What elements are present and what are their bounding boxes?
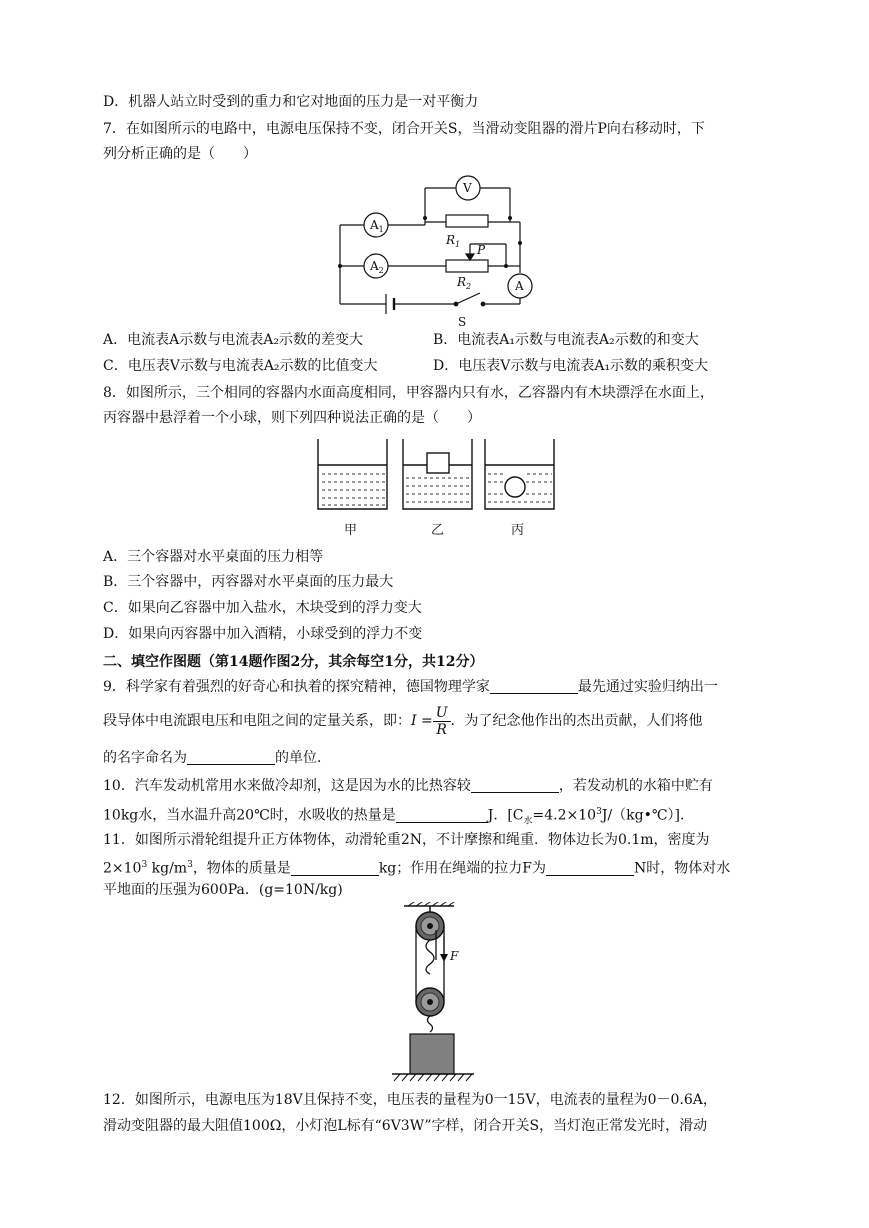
fig-switch-s-label: S xyxy=(458,315,467,329)
containers-diagram xyxy=(315,436,555,541)
fig-ammeter-label: A xyxy=(515,279,524,293)
q12-line1: 12．如图所示，电源电压为18V且保持不变，电压表的量程为0一15V，电流表的量程为0－0.6A， xyxy=(103,1092,717,1108)
q7-option-a: A．电流表A示数与电流表A₂示数的差变大 xyxy=(103,332,363,348)
q9-formula-den: R xyxy=(436,721,447,738)
fig-slider-p-label: P xyxy=(477,243,486,257)
fig-a1-label: A xyxy=(370,218,379,232)
q8-option-b: B．三个容器中，丙容器对水平桌面的压力最大 xyxy=(103,574,394,590)
q7-option-d: D．电压表V示数与电流表A₁示数的乘积变大 xyxy=(433,358,709,374)
q11-sup-2: 3 xyxy=(187,860,193,870)
q11-blank-mass[interactable] xyxy=(291,859,379,876)
q12-line2: 滑动变阻器的最大阻值100Ω，小灯泡L标有“6V3W”字样，闭合开关S，当灯泡正常发光时，滑动 xyxy=(103,1118,708,1134)
q10-text-5: =4.2×10 xyxy=(532,807,597,824)
q11-text-3: kg/m xyxy=(147,860,188,877)
q11-line3: 平地面的压强为600Pa．(g=10N/kg) xyxy=(103,882,343,898)
q10-line1 xyxy=(103,776,713,796)
q7-option-b: B．电流表A₁示数与电流表A₂示数的和变大 xyxy=(433,332,699,348)
svg-text:R1 xyxy=(445,233,460,249)
fig-a2-sub: 2 xyxy=(378,266,384,275)
q9-text-3: 段导体中电流跟电压和电阻之间的定量关系，即： xyxy=(103,713,411,729)
q9-text-2: 最先通过实验归纳出一 xyxy=(577,679,718,695)
q8-option-c: C．如果向乙容器中加入盐水，木块受到的浮力变大 xyxy=(103,600,422,616)
q10-blank-heat-capacity[interactable] xyxy=(471,776,559,793)
q11-text-5: kg；作用在绳端的拉力F为 xyxy=(378,860,546,877)
q10-text-1: 10．汽车发动机常用水来做冷却剂，这是因为水的比热容较 xyxy=(103,778,471,794)
q7-option-c: C．电压表V示数与电流表A₂示数的比值变大 xyxy=(103,358,378,374)
svg-text:R2 xyxy=(456,275,471,291)
q11-line1: 11．如图所示滑轮组提升正方体物体，动滑轮重2N，不计摩擦和绳重．物体边长为0.1m，密度为 xyxy=(103,832,710,848)
q11-line2 xyxy=(103,855,730,879)
q10-line2 xyxy=(103,802,694,831)
q9-line1 xyxy=(103,677,718,697)
container-label-yi: 乙 xyxy=(431,523,445,538)
q9-formula-num: U xyxy=(433,705,451,722)
container-label-bing: 丙 xyxy=(511,523,525,538)
q10-blank-heat[interactable] xyxy=(396,806,488,823)
fig-r2-label: R xyxy=(457,275,467,289)
q9-text-6: 的单位． xyxy=(275,750,331,766)
container-label-jia: 甲 xyxy=(344,523,358,538)
q9-text-5: 的名字命名为 xyxy=(103,750,187,766)
q9-line3 xyxy=(103,748,331,768)
fig-a1-sub: 1 xyxy=(378,225,384,234)
q10-sup: 3 xyxy=(596,807,602,817)
q11-text-6: N时，物体对水 xyxy=(633,860,731,877)
q9-text-4: ．为了纪念他作出的杰出贡献，人们将他 xyxy=(450,713,703,729)
q11-text-2: 2×10 xyxy=(103,860,142,877)
fig-voltmeter-label: V xyxy=(463,181,472,195)
fig-r2-sub: 2 xyxy=(466,282,472,291)
q7-stem-line1: 7．在如图所示的电路中，电源电压保持不变，闭合开关S，当滑动变阻器的滑片P向右移动时，下 xyxy=(103,121,705,137)
svg-text:A2 xyxy=(369,259,384,275)
q6-option-d: D．机器人站立时受到的重力和它对地面的压力是一对平衡力 xyxy=(103,94,479,110)
q9-blank-unit[interactable] xyxy=(187,748,275,765)
q10-sub-water: 水 xyxy=(523,816,533,827)
fig-r1-sub: 1 xyxy=(455,240,461,249)
q9-text-1: 9．科学家有着强烈的好奇心和执着的探究精神，德国物理学家 xyxy=(103,679,490,695)
q10-text-3: 10kg水，当水温升高20℃时，水吸收的热量是 xyxy=(103,807,396,824)
q9-blank-scientist[interactable] xyxy=(490,677,578,694)
q9-formula-lhs: I = xyxy=(411,713,433,729)
q11-sup-1: 3 xyxy=(141,860,148,870)
q11-blank-force[interactable] xyxy=(546,859,634,876)
q10-text-6: J/（kg•℃）]． xyxy=(601,807,694,824)
pulley-force-label: F xyxy=(450,949,459,963)
q8-option-d: D．如果向丙容器中加入酒精，小球受到的浮力不变 xyxy=(103,626,423,642)
q8-stem-line1: 8．如图所示，三个相同的容器内水面高度相同，甲容器内只有水，乙容器内有木块漂浮在水面上， xyxy=(103,385,714,401)
q7-stem-line2: 列分析正确的是（ ） xyxy=(103,146,257,162)
q10-text-2: ，若发动机的水箱中贮有 xyxy=(558,778,713,794)
fig-a2-label: A xyxy=(370,259,379,273)
q10-text-4: J．[C xyxy=(487,807,524,824)
q9-line2 xyxy=(103,704,703,738)
svg-text:A1 xyxy=(369,218,384,234)
q8-stem-line2: 丙容器中悬浮着一个小球，则下列四种说法正确的是（ ） xyxy=(103,410,481,426)
circuit-diagram xyxy=(330,170,540,330)
fig-r1-label: R xyxy=(446,233,456,247)
q11-text-4: ，物体的质量是 xyxy=(192,860,291,877)
section2-title: 二、填空作图题（第14题作图2分，其余每空1分，共12分） xyxy=(103,654,484,670)
q8-option-a: A．三个容器对水平桌面的压力相等 xyxy=(103,549,324,565)
q9-formula-fraction xyxy=(433,705,451,738)
pulley-diagram xyxy=(388,902,488,1084)
